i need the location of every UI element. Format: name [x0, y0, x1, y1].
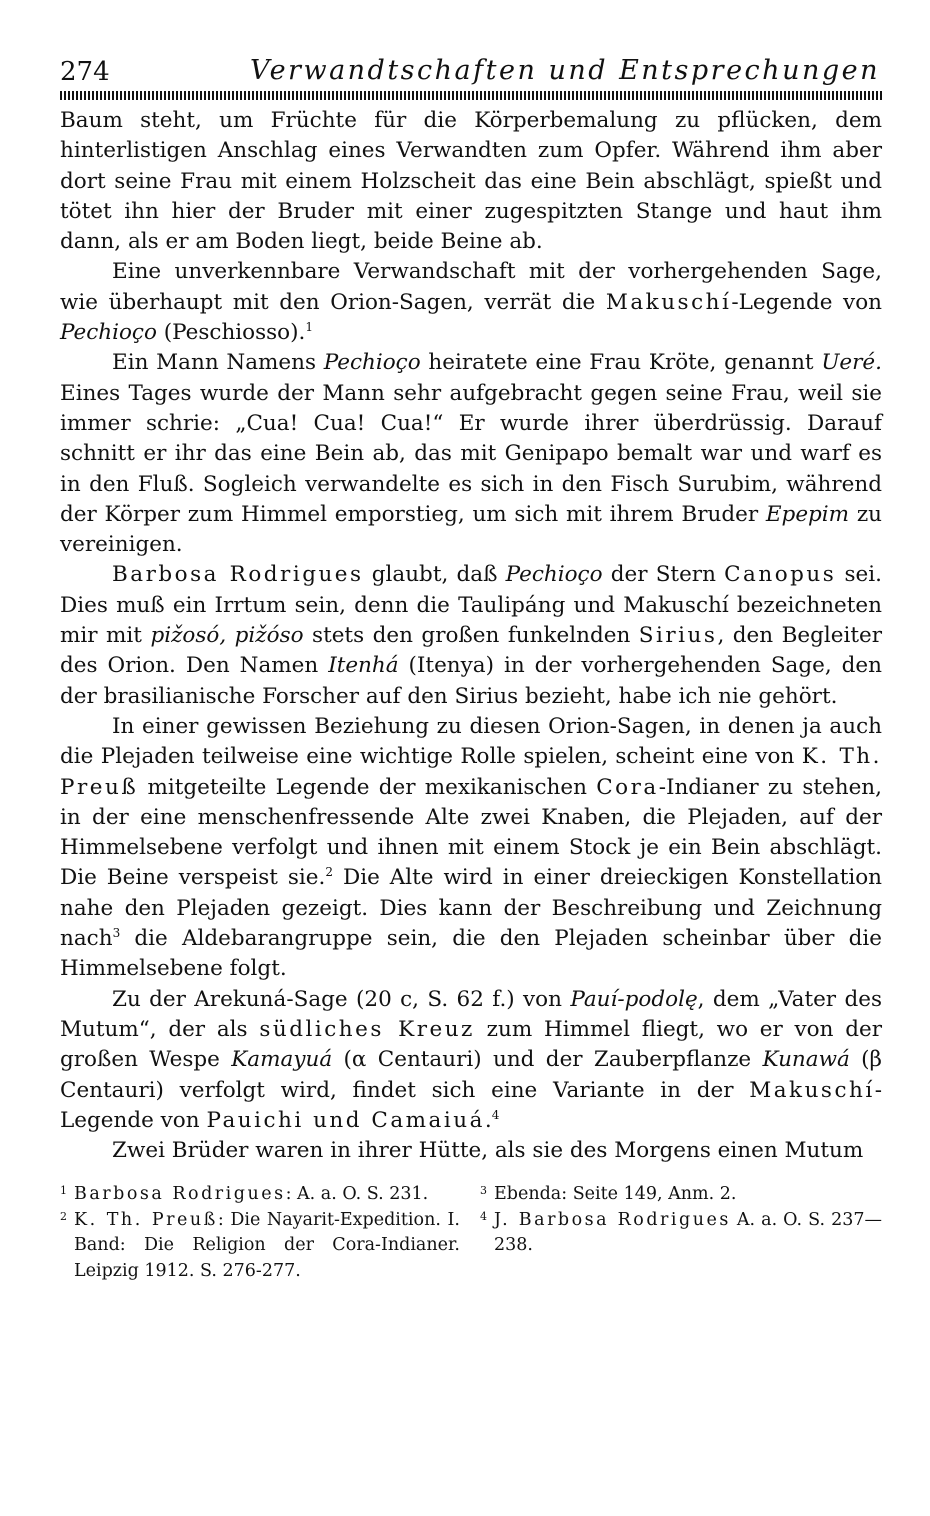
- text-run: , dem „Vater des Mutum“, der als: [60, 986, 882, 1042]
- footnote-mark: 2: [60, 1209, 67, 1223]
- footnotes-right-column: [480, 1182, 882, 1259]
- text-run: (Peschiosso).: [156, 320, 306, 346]
- spaced-name: Barbosa Rodrigues: [112, 562, 364, 588]
- italic-term: Pechioço: [323, 350, 421, 376]
- spaced-name: Sirius: [638, 623, 718, 649]
- text-run: -Legende von: [731, 289, 882, 315]
- header-rule: [60, 91, 882, 100]
- paragraph: [60, 348, 882, 560]
- spaced-name: Canopus: [724, 562, 837, 588]
- text-run: sei. Dies muß ein Irrtum sein, denn die Taulipáng und Makuschí bezeichneten mir mit: [60, 562, 882, 649]
- page-number: 274: [60, 57, 110, 87]
- text-run: .: [484, 1107, 492, 1133]
- text-run: Zu der Arekuná-Sage (20 c, S. 62 f.) von: [112, 986, 571, 1012]
- text-run: -Indianer zu stehen, in der eine menschenfressende Alte zwei Knaben, die Plejaden, auf der Himmelsebene verfolgt und ihnen mit einem Stock je ein Bein abschlägt. Die Beine verspeist sie.: [60, 774, 882, 891]
- spaced-name: Barbosa Rodrigues: [74, 1184, 286, 1204]
- footnote-mark: 3: [480, 1184, 487, 1197]
- text-run: zu vereinigen.: [60, 501, 882, 558]
- spaced-name: Pauichi und Camaiuá: [206, 1107, 485, 1133]
- footnote: [60, 1208, 460, 1285]
- italic-term: Epepim: [765, 501, 850, 527]
- text-run: , den Begleiter des Orion. Den Namen: [60, 623, 882, 679]
- italic-term: Kunawá: [762, 1047, 850, 1073]
- paragraph: [60, 712, 882, 985]
- italic-term: Pechioço: [60, 320, 157, 346]
- footnote-reference: 2: [325, 865, 334, 880]
- text-run: : Die Nayarit-Expedition. I. Band: Die Religion der Cora-Indianer. Leipzig 1912. S. 276-277.: [74, 1209, 460, 1281]
- footnote-text: [74, 1182, 460, 1208]
- text-run: : A. a. O. S. 231.: [285, 1184, 429, 1204]
- text-run: A. a. O. S. 237—238.: [494, 1209, 882, 1255]
- paragraph: [60, 257, 882, 348]
- footnote-text: [74, 1208, 460, 1285]
- footnote-mark: 1: [60, 1184, 67, 1197]
- text-run: Ebenda: Seite 149, Anm. 2.: [494, 1184, 737, 1204]
- footnote: [480, 1208, 882, 1259]
- footnote-text: [494, 1182, 882, 1208]
- text-run: der Stern: [602, 562, 725, 588]
- paragraph: [60, 106, 882, 257]
- text-run: zum Himmel fliegt, wo er von der großen Wespe: [60, 1016, 882, 1073]
- footnotes-left-column: [60, 1182, 460, 1284]
- footnote-reference: 4: [491, 1107, 500, 1122]
- italic-term: pižosó, pižóso: [150, 623, 304, 649]
- italic-term: Ueré.: [821, 350, 882, 376]
- italic-term: Pechioço: [505, 562, 603, 588]
- text-run: Zwei Brüder waren in ihrer Hütte, als sie des Morgens einen Mutum: [112, 1138, 864, 1164]
- italic-term: Kamayuá: [231, 1047, 333, 1073]
- footnote-reference: 1: [305, 320, 313, 335]
- paragraph: [60, 1136, 882, 1166]
- spaced-name: K. Th. Preuß: [60, 744, 882, 800]
- spaced-name: J. Barbosa Rodrigues: [494, 1209, 731, 1230]
- text-run: (α Centauri) und der Zauberpflanze: [332, 1047, 763, 1073]
- text-run: In einer gewissen Beziehung zu diesen Orion-Sagen, in denen ja auch die Plejaden teilweise eine wichtige Rolle spielen, scheint eine von: [60, 713, 882, 770]
- text-run: glaubt, daß: [363, 562, 506, 588]
- text-run: -Legende von: [60, 1077, 882, 1133]
- text-run: Ein Mann Namens: [112, 350, 324, 376]
- footnote-text: [494, 1208, 882, 1259]
- text-run: (β Centauri) verfolgt wird, findet sich eine Variante in der: [60, 1047, 882, 1103]
- text-run: mitgeteilte Legende der mexikanischen: [138, 774, 597, 800]
- italic-term: Pauí-podolę: [570, 986, 698, 1012]
- footnote: [480, 1182, 882, 1208]
- text-run: Die Alte wird in einer dreieckigen Konstellation nahe den Plejaden gezeigt. Dies kann der Beschreibung und Zeichnung nach: [60, 865, 882, 952]
- text-run: Eines Tages wurde der Mann sehr aufgebracht gegen seine Frau, weil sie immer schrie: „Cua! Cua! Cua!“ Er wurde ihrer überdrüssig. Darauf schnitt er ihr das eine Bein ab, das mit Genipapo bemalt war und warf es in den Fluß. Sogleich verwandelte es sich in den Fisch Surubim, während der Körper zum Himmel emporstieg, um sich mit ihrem Bruder: [60, 380, 882, 527]
- spaced-name: Makuschí: [749, 1077, 875, 1103]
- page-header: [60, 55, 880, 91]
- spaced-name: Makuschí: [605, 289, 732, 315]
- footnote: [60, 1182, 460, 1208]
- text-run: heiratete eine Frau Kröte, genannt: [420, 350, 822, 376]
- italic-term: Itenhá: [328, 653, 399, 679]
- text-run: die Aldebarangruppe sein, die den Plejaden scheinbar über die Himmelsebene folgt.: [60, 926, 882, 982]
- paragraph: [60, 560, 882, 711]
- text-run: Baum steht, um Früchte für die Körperbemalung zu pflücken, dem hinterlistigen Anschlag eines Verwandten zum Opfer. Während ihm aber dort seine Frau mit einem Holzscheit das eine Bein abschlägt, spießt und tötet ihn hier der Bruder mit einer zugespitzten Stange und haut ihm dann, als er am Boden liegt, beide Beine ab.: [60, 108, 882, 255]
- text-run: stets den großen funkelnden: [303, 623, 639, 649]
- footnote-mark: 4: [480, 1209, 487, 1223]
- text-run: Eine unverkennbare Verwandschaft mit der vorhergehenden Sage, wie überhaupt mit den Orion-Sagen, verrät die: [60, 259, 882, 315]
- text-run: (Itenya) in der vorhergehenden Sage, den der brasilianische Forscher auf den Sirius bezieht, habe ich nie gehört.: [60, 653, 882, 709]
- footnote-reference: 3: [112, 926, 121, 941]
- spaced-name: K. Th. Preuß: [74, 1209, 218, 1230]
- spaced-name: Cora: [596, 774, 659, 800]
- paragraph: [60, 985, 882, 1136]
- spaced-name: südliches Kreuz: [259, 1016, 475, 1042]
- running-title: Verwandtschaften und Entsprechungen: [250, 55, 880, 86]
- body-text: [60, 106, 882, 1166]
